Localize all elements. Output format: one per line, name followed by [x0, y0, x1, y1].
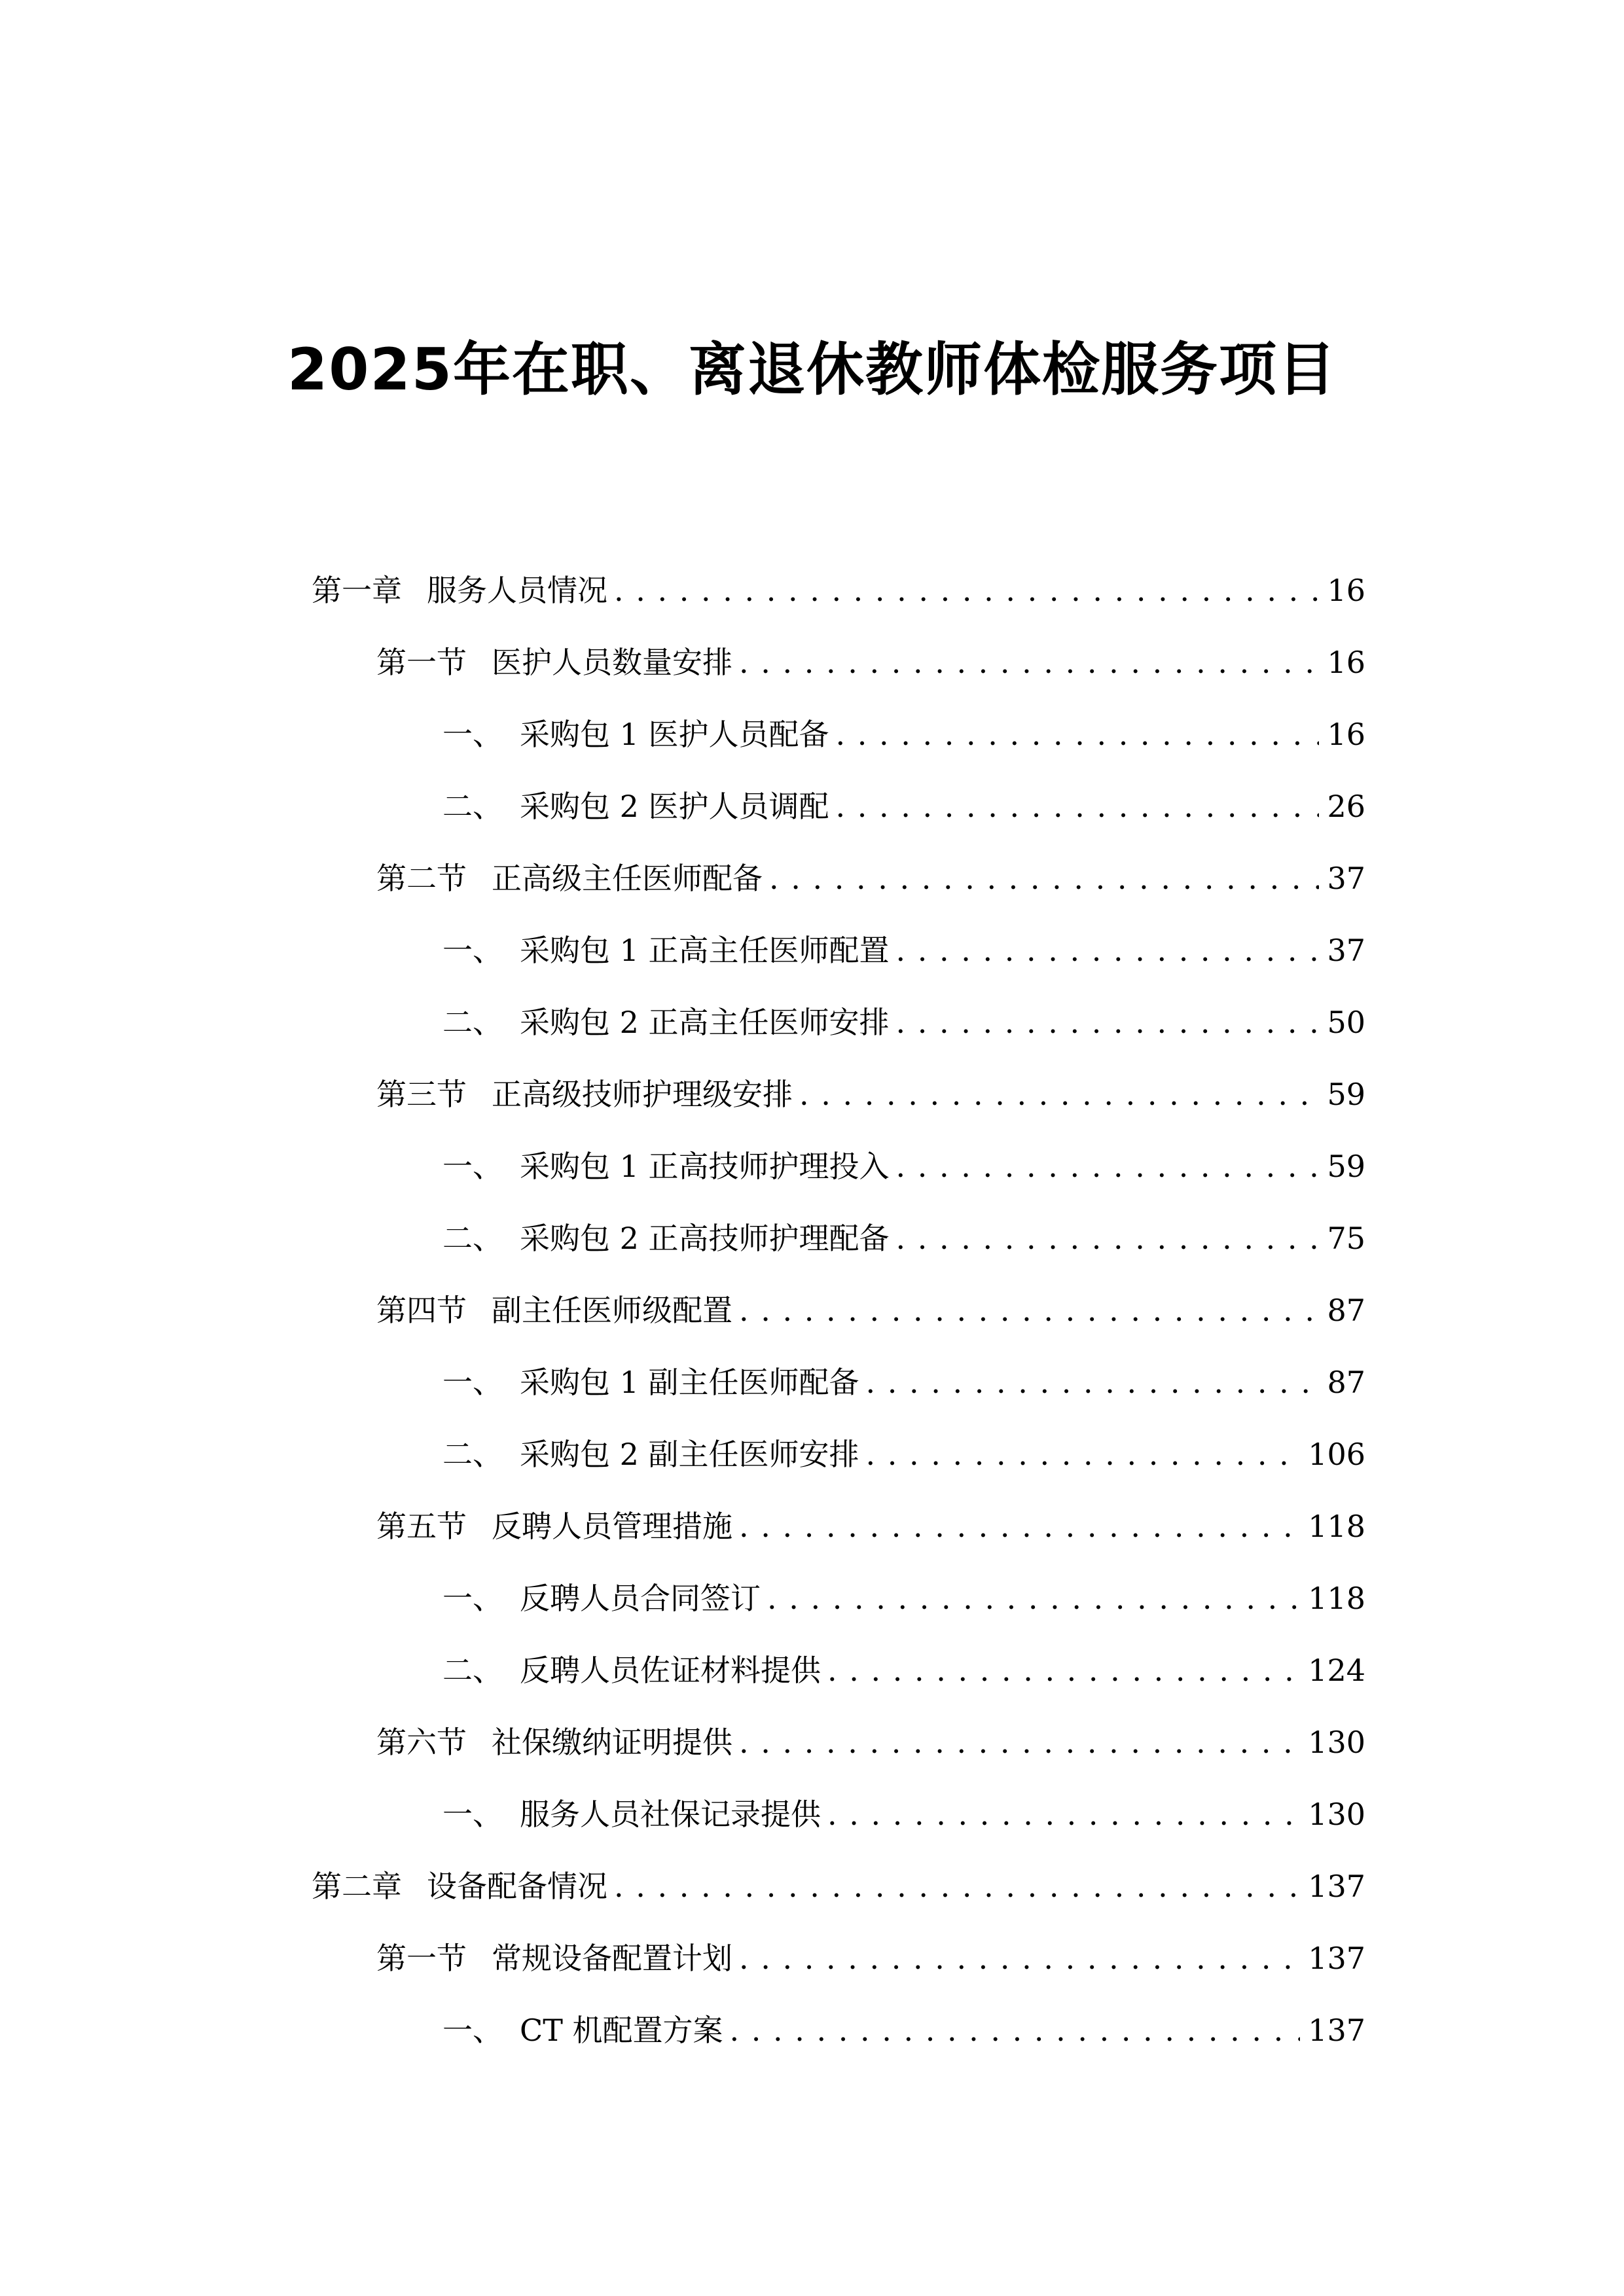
toc-entry-number: 第三节 [376, 1077, 467, 1112]
toc-entry[interactable] [442, 1143, 1365, 1189]
toc-entry-page: 50 [1327, 1005, 1365, 1040]
toc-entry-page: 130 [1308, 1725, 1365, 1760]
toc-entry-page: 75 [1327, 1221, 1365, 1256]
toc-dot-leader [614, 567, 1319, 613]
toc-entry-number: 第五节 [376, 1509, 467, 1544]
toc-entry-title: 正高级主任医师配备 [492, 861, 763, 896]
toc-entry-page: 137 [1308, 2013, 1365, 2048]
toc-dot-leader [739, 1503, 1300, 1549]
toc-entry-title: 医护人员数量安排 [492, 645, 732, 680]
toc-entry[interactable] [312, 567, 1365, 613]
toc-dot-leader [866, 1431, 1301, 1477]
toc-entry-title: 社保缴纳证明提供 [492, 1725, 732, 1760]
toc-dot-leader [799, 1071, 1319, 1117]
toc-entry[interactable] [442, 711, 1365, 757]
toc-entry-title: 采购包 2 正高技师护理配备 [520, 1221, 890, 1256]
toc-entry-title: 采购包 2 正高主任医师安排 [520, 1005, 890, 1040]
toc-dot-leader [769, 855, 1319, 901]
toc-entry-number: 第一节 [376, 645, 467, 680]
toc-entry-title: 副主任医师级配置 [492, 1293, 732, 1328]
toc-entry-page: 26 [1327, 789, 1365, 824]
toc-entry-title: 反聘人员佐证材料提供 [520, 1653, 821, 1688]
toc-entry-page: 87 [1327, 1293, 1365, 1328]
toc-entry-number: 第二章 [312, 1869, 402, 1904]
toc-entry-number: 第四节 [376, 1293, 467, 1328]
toc-entry-page: 59 [1327, 1149, 1365, 1184]
toc-entry-title: 服务人员社保记录提供 [520, 1797, 821, 1832]
toc-entry-title: 采购包 2 副主任医师安排 [520, 1437, 859, 1472]
toc-entry-page: 16 [1327, 717, 1365, 752]
toc-entry-title: 常规设备配置计划 [492, 1941, 732, 1976]
toc-entry-title: 服务人员情况 [427, 573, 607, 608]
toc-dot-leader [739, 1935, 1300, 1981]
toc-entry-title: 反聘人员合同签订 [520, 1581, 761, 1616]
toc-entry[interactable] [442, 927, 1365, 973]
toc-entry-number: 一、 [442, 1149, 503, 1184]
toc-entry-title: 采购包 2 医护人员调配 [520, 789, 829, 824]
toc-entry[interactable] [442, 1431, 1365, 1477]
toc-entry-number: 二、 [442, 1221, 503, 1256]
toc-entry[interactable] [442, 1647, 1365, 1693]
toc-dot-leader [896, 999, 1320, 1045]
toc-entry-page: 118 [1308, 1509, 1365, 1544]
toc-dot-leader [614, 1863, 1300, 1909]
toc-entry-page: 137 [1308, 1869, 1365, 1904]
toc-entry-page: 137 [1308, 1941, 1365, 1976]
toc-entry-number: 第六节 [376, 1725, 467, 1760]
toc-dot-leader [836, 711, 1320, 757]
toc-entry-page: 37 [1327, 861, 1365, 896]
toc-entry[interactable] [312, 1863, 1365, 1909]
toc-entry-number: 第一节 [376, 1941, 467, 1976]
toc-dot-leader [739, 639, 1319, 685]
toc-dot-leader [730, 2007, 1301, 2053]
toc-dot-leader [827, 1791, 1300, 1837]
toc-entry-number: 第二节 [376, 861, 467, 896]
toc-entry[interactable] [442, 2007, 1365, 2053]
toc-dot-leader [739, 1719, 1300, 1765]
toc-entry-title: 设备配备情况 [427, 1869, 607, 1904]
toc-entry[interactable] [376, 639, 1365, 685]
toc-dot-leader [767, 1575, 1300, 1621]
toc-entry-page: 16 [1327, 573, 1365, 608]
toc-entry[interactable] [376, 1503, 1365, 1549]
toc-entry-page: 130 [1308, 1797, 1365, 1832]
toc-entry[interactable] [376, 1287, 1365, 1333]
toc-dot-leader [896, 1215, 1320, 1261]
toc-dot-leader [836, 783, 1320, 829]
toc-entry-page: 16 [1327, 645, 1365, 680]
toc-entry-page: 87 [1327, 1365, 1365, 1400]
toc-entry-number: 二、 [442, 1005, 503, 1040]
toc-entry-title: 采购包 1 正高主任医师配置 [520, 933, 890, 968]
toc-entry-number: 二、 [442, 789, 503, 824]
toc-entry-number: 一、 [442, 2013, 503, 2048]
toc-dot-leader [739, 1287, 1319, 1333]
toc-entry[interactable] [442, 783, 1365, 829]
toc-entry[interactable] [442, 999, 1365, 1045]
toc-dot-leader [827, 1647, 1300, 1693]
toc-entry-title: CT 机配置方案 [520, 2013, 723, 2048]
toc-entry-number: 一、 [442, 1581, 503, 1616]
toc-entry-number: 二、 [442, 1437, 503, 1472]
toc-entry-page: 118 [1308, 1581, 1365, 1616]
toc-entry[interactable] [376, 1719, 1365, 1765]
toc-entry-number: 一、 [442, 1797, 503, 1832]
toc-entry-number: 二、 [442, 1653, 503, 1688]
toc-entry[interactable] [376, 1071, 1365, 1117]
toc-entry-title: 正高级技师护理级安排 [492, 1077, 793, 1112]
toc-dot-leader [896, 1143, 1320, 1189]
toc-entry[interactable] [442, 1575, 1365, 1621]
toc-entry-number: 一、 [442, 1365, 503, 1400]
toc-entry-page: 124 [1308, 1653, 1365, 1688]
toc-entry-title: 反聘人员管理措施 [492, 1509, 732, 1544]
toc-entry-title: 采购包 1 副主任医师配备 [520, 1365, 859, 1400]
toc-entry-number: 第一章 [312, 573, 402, 608]
document-title: 2025年在职、离退休教师体检服务项目 [287, 336, 1337, 403]
toc-entry[interactable] [442, 1791, 1365, 1837]
toc-dot-leader [866, 1359, 1320, 1405]
toc-entry-title: 采购包 1 正高技师护理投入 [520, 1149, 890, 1184]
toc-dot-leader [896, 927, 1320, 973]
toc-entry[interactable] [376, 855, 1365, 901]
toc-entry[interactable] [376, 1935, 1365, 1981]
toc-entry[interactable] [442, 1215, 1365, 1261]
toc-entry[interactable] [442, 1359, 1365, 1405]
toc-entry-number: 一、 [442, 933, 503, 968]
toc-entry-page: 37 [1327, 933, 1365, 968]
toc-entry-page: 106 [1308, 1437, 1365, 1472]
toc-entry-title: 采购包 1 医护人员配备 [520, 717, 829, 752]
toc-entry-number: 一、 [442, 717, 503, 752]
toc-entry-page: 59 [1327, 1077, 1365, 1112]
